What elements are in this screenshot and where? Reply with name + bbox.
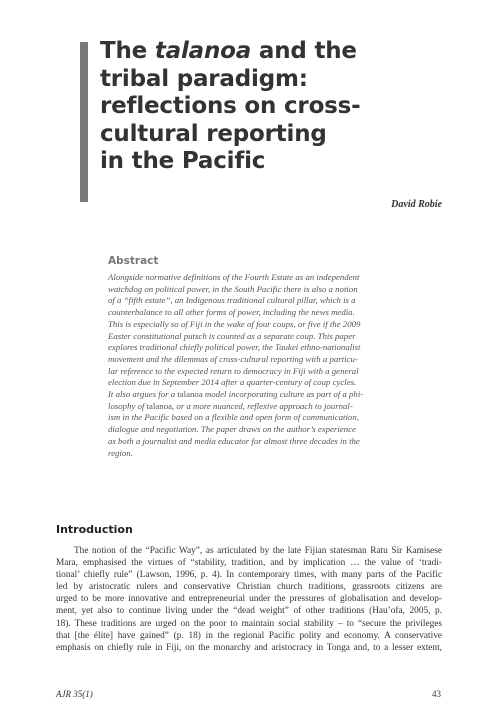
- abstract-line: Easter constitutional putsch is counted as a separate coup. This paper: [108, 330, 356, 341]
- abstract-line: election due in September 2014 after a quarter-century of coup cycles.: [108, 377, 357, 388]
- page-number: 43: [432, 689, 441, 699]
- body-line: 18). These traditions are urged on the poor to maintain social stability – to “secure the privileges: [56, 618, 442, 629]
- abstract-text: [108, 272, 393, 459]
- abstract-line: movement and the dilemmas of cross-cultural reporting with a particu-: [108, 353, 358, 364]
- journal-reference: AJR 35(1): [56, 689, 93, 699]
- article-title: [100, 38, 400, 176]
- introduction-text: [56, 545, 442, 654]
- abstract-line: counterbalance to all other forms of power, including the news media.: [108, 307, 355, 318]
- abstract-line: This is especially so of Fiji in the wake of four coups, or five if the 2009: [108, 318, 361, 329]
- title-line: tribal paradigm:: [100, 65, 308, 92]
- abstract-line: losophy of talanoa, or a more nuanced, reflexive approach to journal-: [108, 400, 353, 411]
- abstract-line: watchdog on political power, in the South Pacific there is also a notion: [108, 283, 358, 294]
- body-line: The notion of the “Pacific Way”, as articulated by the late Fijian statesman Ratu Sir Kamisese: [74, 546, 442, 556]
- author-name: David Robie: [391, 199, 442, 210]
- title-line: cultural reporting: [100, 120, 327, 147]
- body-line: that [the élite] have gained” (p. 18) in the regional Pacific polity and economy. A conservative: [56, 630, 442, 641]
- abstract-heading: Abstract: [108, 255, 159, 267]
- abstract-line: explores traditional chiefly political power, the Taukei ethno-nationalist: [108, 342, 361, 353]
- body-line: emphasis on chiefly rule in Fiji, on the monarchy and aristocracy in Tonga and, to a lesser extent,: [56, 642, 442, 653]
- abstract-line: ism in the Pacific based on a flexible and open form of communication,: [108, 412, 359, 423]
- title-accent-bar: [80, 42, 88, 202]
- body-line: ment, yet also to continue living under the “dead weight” of other traditions (Hau’ofa, 2005, p.: [56, 606, 442, 617]
- title-line: The talanoa and the: [100, 38, 357, 64]
- abstract-line: Alongside normative definitions of the Fourth Estate as an independent: [108, 272, 360, 282]
- body-line: tional’ chiefly rule” (Lawson, 1996, p. 4). In contemporary times, with many parts of the Pacific: [56, 570, 442, 581]
- body-line: led by aristocratic rulers and conservative Christian church traditions, grassroots citizens are: [56, 582, 442, 593]
- body-line: Mara, emphasised the virtues of “stability, tradition, and by implication … the value of ‘tradi-: [56, 558, 442, 569]
- title-line: in the Pacific: [100, 148, 266, 174]
- title-line: reflections on cross-: [100, 93, 361, 119]
- abstract-line: of a “fifth estate”, an Indigenous traditional cultural pillar, which is a: [108, 295, 356, 306]
- abstract-line: region.: [108, 447, 133, 458]
- abstract-line: It also argues for a talanoa model incorporating culture as part of a phi-: [108, 389, 364, 400]
- abstract-line: lar reference to the expected return to democracy in Fiji with a general: [108, 365, 359, 376]
- introduction-heading: Introduction: [56, 523, 133, 536]
- abstract-line: as both a journalist and media educator for almost three decades in the: [108, 435, 360, 446]
- abstract-line: dialogue and negotiation. The paper draws on the author’s experience: [108, 424, 356, 435]
- body-line: urged to be more innovative and entrepreneurial under the pressures of globalisation and develop-: [56, 594, 442, 605]
